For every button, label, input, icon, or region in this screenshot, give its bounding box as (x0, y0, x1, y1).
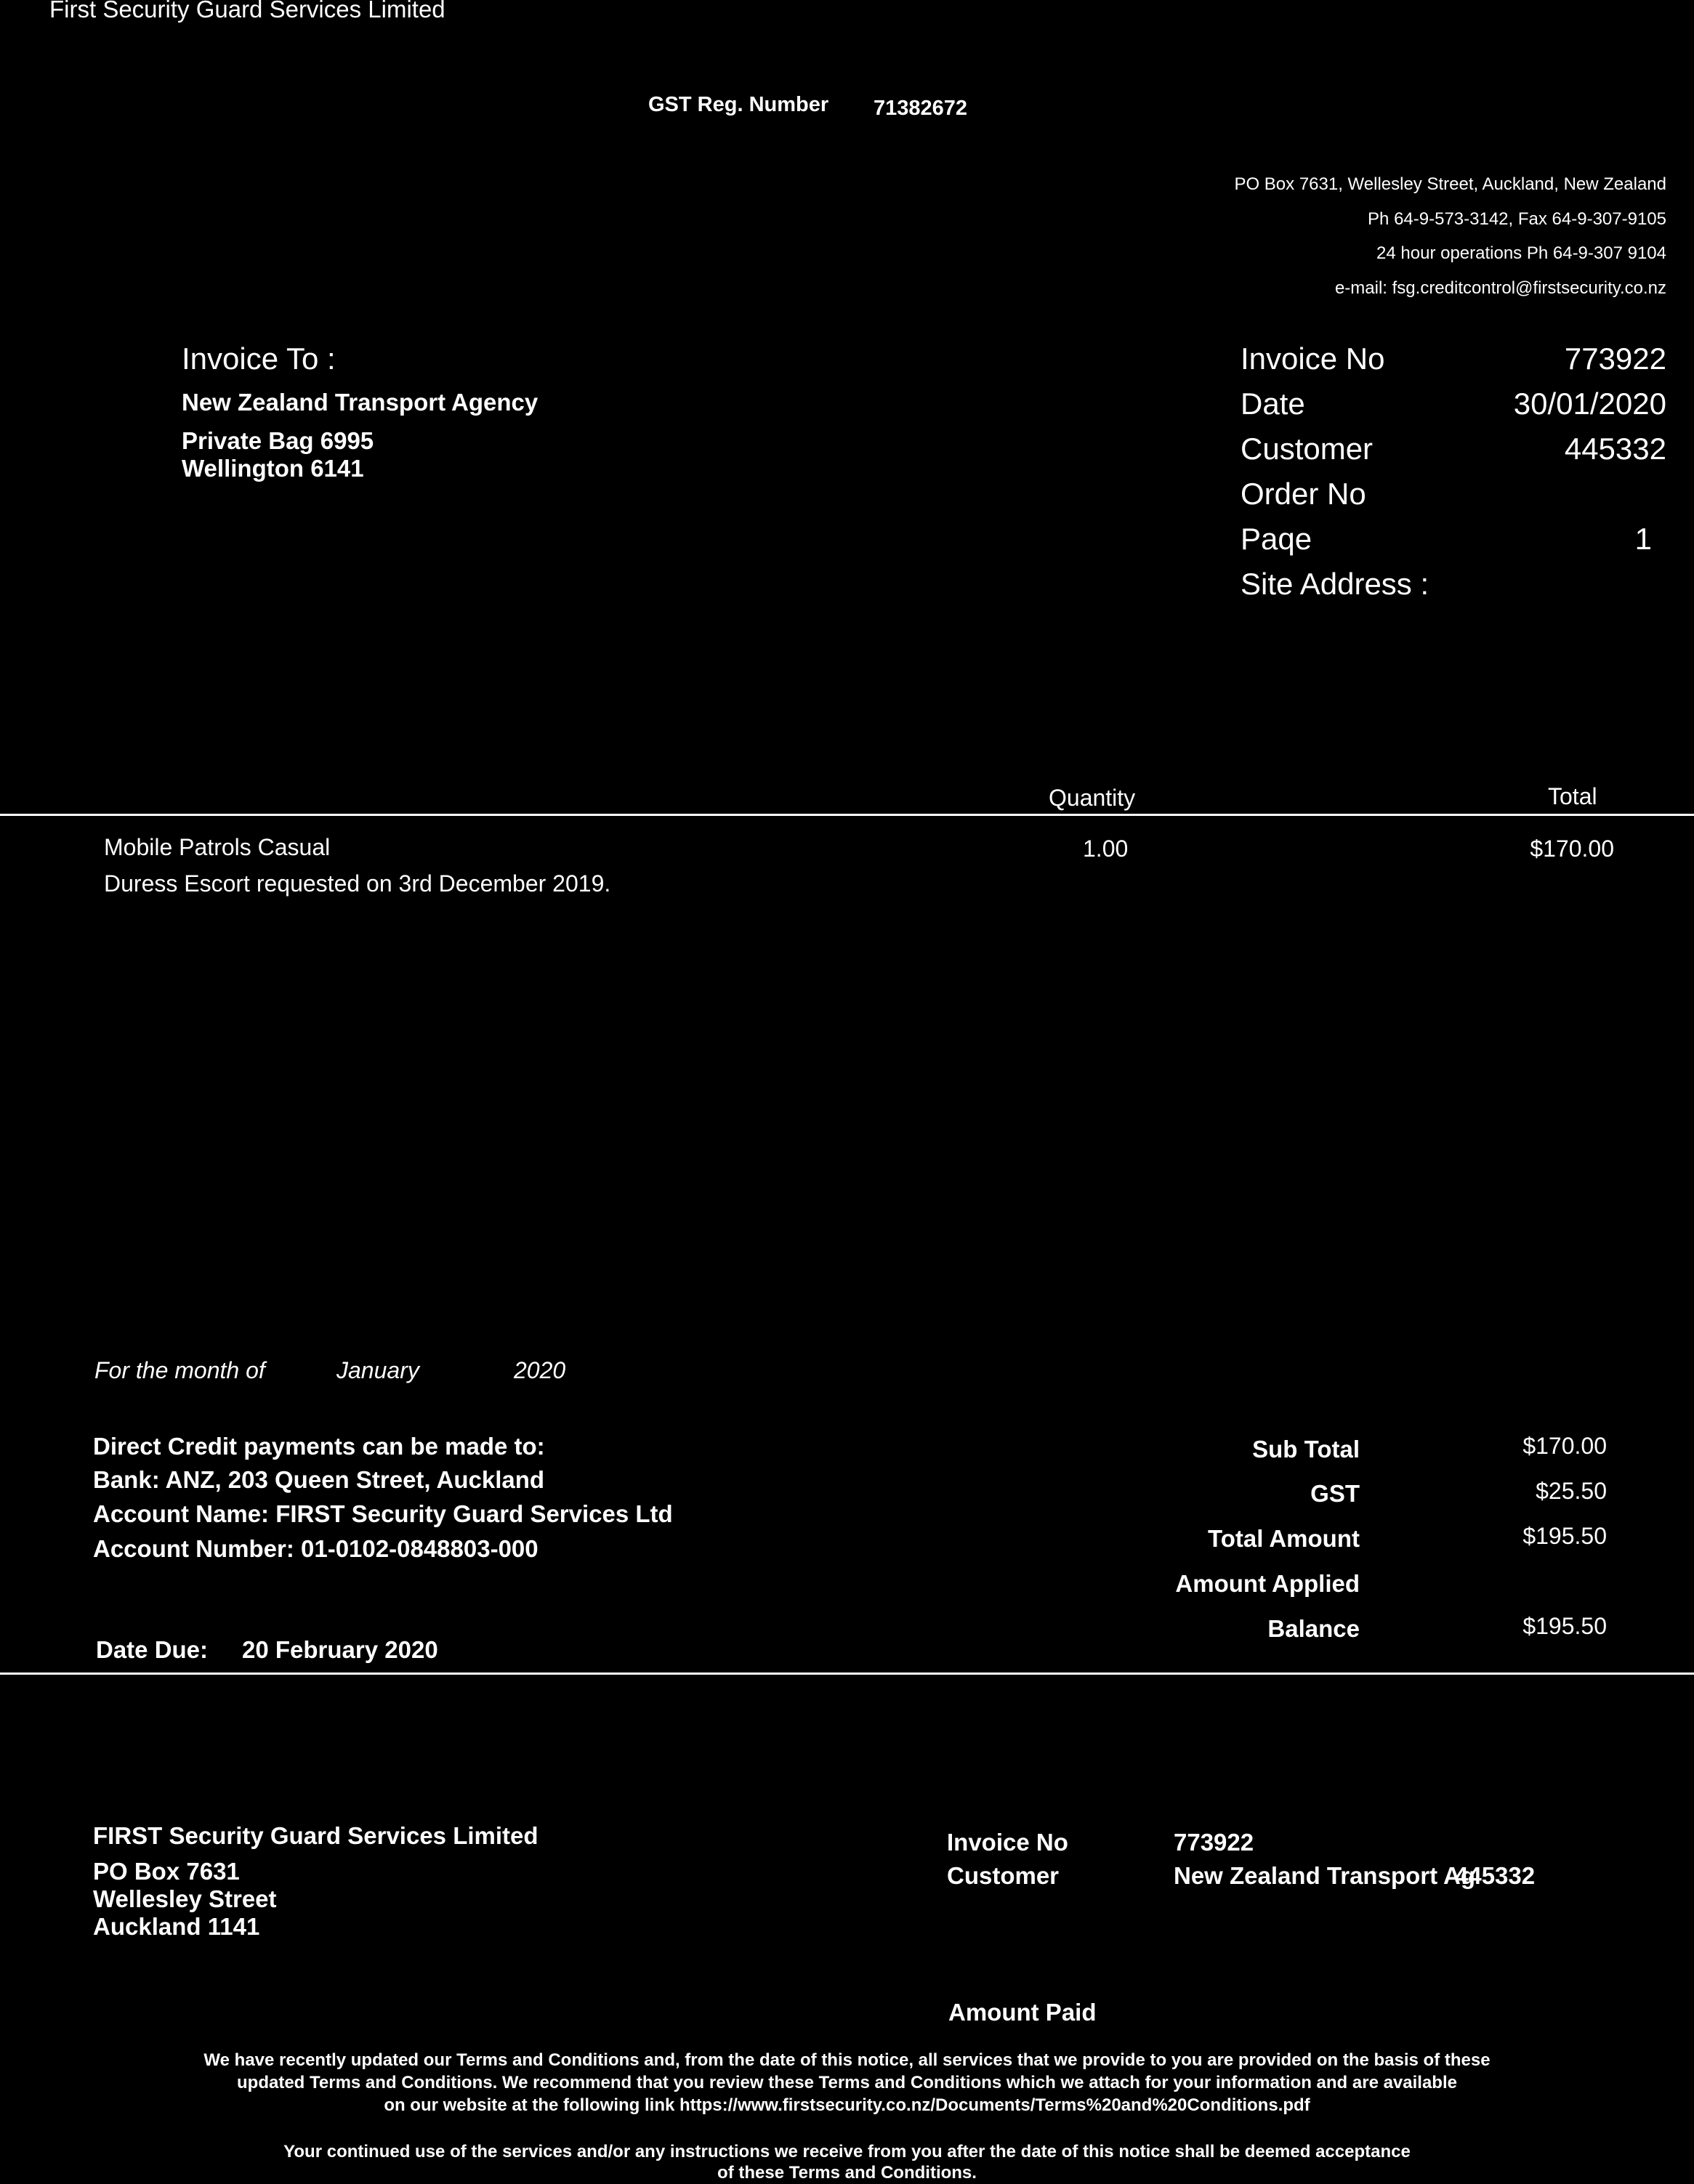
company-address-line-2: Ph 64-9-573-3142, Fax 64-9-307-9105 (1368, 209, 1666, 229)
company-address-line-1: PO Box 7631, Wellesley Street, Auckland, New Zealand (1234, 174, 1666, 194)
amount-paid-label: Amount Paid (948, 1999, 1097, 2026)
total-header: Total (1548, 783, 1597, 809)
line-item-total: $170.00 (1530, 836, 1614, 862)
invoice-to-address-2: Wellington 6141 (182, 455, 364, 482)
line-item-detail: Duress Escort requested on 3rd December 2019. (104, 870, 611, 897)
site-address-label: Site Address : (1241, 567, 1429, 601)
payment-account-number: Account Number: 01-0102-0848803-000 (93, 1535, 539, 1562)
line-item-quantity: 1.00 (1083, 836, 1129, 862)
terms-line-1: We have recently updated our Terms and Conditions and, from the date of this notice, all services that we provide to you are provided on the basis of these (203, 2050, 1491, 2070)
page-label: Paqe (1241, 522, 1312, 556)
remittance-invoice-no-value: 773922 (1174, 1829, 1254, 1856)
remittance-customer-label: Customer (947, 1862, 1060, 1889)
remittance-company-name: FIRST Security Guard Services Limited (93, 1822, 539, 1849)
remittance-invoice-no-label: Invoice No (947, 1829, 1068, 1856)
invoice-to-address-1: Private Bag 6995 (182, 427, 374, 454)
company-address-line-3: 24 hour operations Ph 64-9-307 9104 (1376, 243, 1666, 263)
table-header-divider (0, 814, 1694, 816)
remittance-customer-number: 445332 (1455, 1862, 1536, 1889)
order-no-label: Order No (1241, 477, 1366, 511)
total-amount-value: $195.50 (1522, 1523, 1607, 1549)
line-item-description: Mobile Patrols Casual (104, 834, 331, 860)
remittance-po-box: PO Box 7631 (93, 1858, 240, 1885)
invoice-no-value: 773922 (1564, 341, 1666, 376)
date-due-label: Date Due: (96, 1636, 209, 1663)
gst-number: 71382672 (874, 97, 968, 120)
remittance-street: Wellesley Street (93, 1885, 277, 1912)
balance-value: $195.50 (1522, 1613, 1607, 1639)
company-name: First Security Guard Services Limited (49, 0, 445, 23)
sub-total-label: Sub Total (1252, 1436, 1360, 1463)
customer-label: Customer (1241, 432, 1374, 466)
total-amount-label: Total Amount (1208, 1525, 1360, 1552)
date-value: 30/01/2020 (1513, 387, 1666, 421)
gst-label: GST Reg. Number (648, 93, 829, 116)
quantity-header: Quantity (1049, 785, 1136, 811)
payment-bank: Bank: ANZ, 203 Queen Street, Auckland (93, 1466, 545, 1493)
terms-line-3: on our website at the following link https://www.firstsecurity.co.nz/Documents/Terms%20and%20Conditions.pdf (384, 2095, 1310, 2115)
terms-line-2: updated Terms and Conditions. We recommend that you review these Terms and Conditions which we attach for your information and are available (237, 2073, 1457, 2092)
period-label: For the month of (94, 1357, 265, 1383)
payment-account-name: Account Name: FIRST Security Guard Services Ltd (93, 1500, 673, 1527)
sub-total-value: $170.00 (1522, 1433, 1607, 1459)
company-email: e-mail: fsg.creditcontrol@firstsecurity.co.nz (1334, 278, 1666, 298)
invoice-to-label: Invoice To : (182, 341, 336, 376)
terms-line-5: of these Terms and Conditions. (717, 2163, 977, 2183)
remittance-divider (0, 1673, 1694, 1675)
period-month: January (336, 1357, 419, 1383)
period-year: 2020 (514, 1357, 566, 1383)
gst-total-value: $25.50 (1536, 1478, 1607, 1504)
remittance-city: Auckland 1141 (93, 1913, 260, 1940)
invoice-no-label: Invoice No (1241, 341, 1385, 376)
page-value: 1 (1634, 522, 1652, 556)
amount-applied-label: Amount Applied (1175, 1570, 1360, 1597)
balance-label: Balance (1267, 1615, 1360, 1642)
customer-value: 445332 (1564, 432, 1666, 466)
remittance-customer-name: New Zealand Transport Ag (1174, 1862, 1476, 1889)
terms-line-4: Your continued use of the services and/or any instructions we receive from you after the date of this notice shall be deemed acceptance (283, 2142, 1411, 2161)
date-due-value: 20 February 2020 (242, 1636, 438, 1663)
date-label: Date (1241, 387, 1305, 421)
payment-line-1: Direct Credit payments can be made to: (93, 1433, 545, 1460)
gst-total-label: GST (1310, 1480, 1360, 1507)
invoice-to-name: New Zealand Transport Agency (182, 389, 539, 416)
